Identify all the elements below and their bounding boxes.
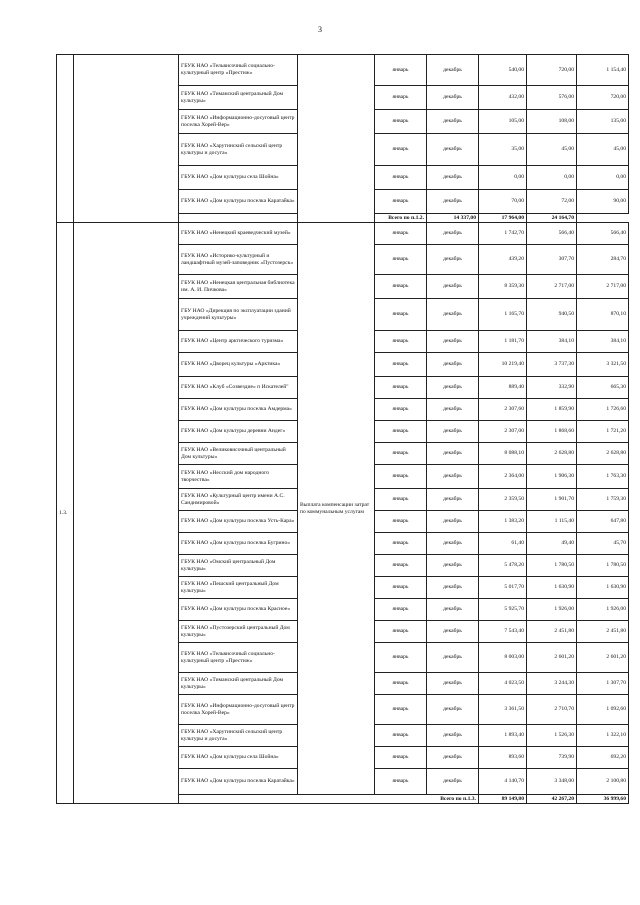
start-month-cell: январь xyxy=(375,643,427,673)
section-index: 1.3. xyxy=(57,223,74,804)
organization-cell: ГБУК НАО «Центр арктического туризма» xyxy=(179,331,298,353)
organization-cell: ГБУК НАО «Культурный центр имени А.С. Сандимировой» xyxy=(179,489,298,511)
organization-cell: ГБУК НАО «Информационно-досуговый центр поселка Хорей-Вер» xyxy=(179,695,298,725)
value-cell-2: 2 628,80 xyxy=(527,443,577,465)
value-cell-3: 2 717,00 xyxy=(577,275,629,299)
value-cell-2: 576,00 xyxy=(527,86,577,110)
value-cell-2: 1 115,40 xyxy=(527,511,577,533)
total-value-1: 14 337,00 xyxy=(427,214,479,223)
end-month-cell: декабрь xyxy=(427,555,479,577)
organization-cell: ГБУ НАО «Дирекция по эксплуатации зданий учреждений культуры» xyxy=(179,299,298,331)
value-cell-2: 2 710,70 xyxy=(527,695,577,725)
value-cell-2: 1 526,30 xyxy=(527,725,577,747)
organization-cell: ГБУК НАО «Информационно-досуговый центр поселка Хорей-Вер» xyxy=(179,110,298,134)
blank-cell xyxy=(74,55,179,223)
total-value-3: 24 164,70 xyxy=(527,214,577,223)
end-month-cell: декабрь xyxy=(427,134,479,166)
value-cell-1: 1 165,70 xyxy=(479,299,527,331)
end-month-cell: декабрь xyxy=(427,695,479,725)
index-cell xyxy=(57,55,74,223)
organization-cell: ГБУК НАО «Ненецкий краеведческий музей» xyxy=(179,223,298,245)
end-month-cell: декабрь xyxy=(427,275,479,299)
value-cell-3: 0,00 xyxy=(577,166,629,190)
blank-cell xyxy=(74,223,179,804)
end-month-cell: декабрь xyxy=(427,577,479,599)
start-month-cell: январь xyxy=(375,299,427,331)
end-month-cell: декабрь xyxy=(427,599,479,621)
start-month-cell: январь xyxy=(375,769,427,795)
start-month-cell: январь xyxy=(375,673,427,695)
value-cell-2: 384,10 xyxy=(527,331,577,353)
budget-table xyxy=(56,54,629,804)
start-month-cell: январь xyxy=(375,489,427,511)
value-cell-2: 45,00 xyxy=(527,134,577,166)
start-month-cell: январь xyxy=(375,110,427,134)
end-month-cell: декабрь xyxy=(427,353,479,377)
end-month-cell: декабрь xyxy=(427,223,479,245)
end-month-cell: декабрь xyxy=(427,399,479,421)
value-cell-2: 2 451,80 xyxy=(527,621,577,643)
value-cell-2: 1 868,60 xyxy=(527,421,577,443)
value-cell-1: 5 478,20 xyxy=(479,555,527,577)
value-cell-1: 439,20 xyxy=(479,245,527,275)
value-cell-2: 1 901,70 xyxy=(527,489,577,511)
value-cell-2: 108,00 xyxy=(527,110,577,134)
value-cell-2: 1 906,30 xyxy=(527,465,577,489)
end-month-cell: декабрь xyxy=(427,621,479,643)
value-cell-1: 5 017,70 xyxy=(479,577,527,599)
value-cell-2: 566,40 xyxy=(527,223,577,245)
value-cell-1: 0,00 xyxy=(479,166,527,190)
value-cell-2: 1 780,50 xyxy=(527,555,577,577)
value-cell-3: 692,20 xyxy=(577,747,629,769)
value-cell-1: 7 543,40 xyxy=(479,621,527,643)
end-month-cell: декабрь xyxy=(427,673,479,695)
end-month-cell: декабрь xyxy=(427,55,479,86)
value-cell-3: 1 926,00 xyxy=(577,599,629,621)
value-cell-1: 2 307,60 xyxy=(479,399,527,421)
organization-cell: ГБУК НАО «Дом культуры поселка Каратайка» xyxy=(179,190,298,214)
value-cell-3: 1 322,10 xyxy=(577,725,629,747)
value-cell-2: 3 737,30 xyxy=(527,353,577,377)
value-cell-1: 1 383,20 xyxy=(479,511,527,533)
start-month-cell: январь xyxy=(375,134,427,166)
value-cell-1: 889,40 xyxy=(479,377,527,399)
total-value-2: 42 267,20 xyxy=(527,795,577,804)
start-month-cell: январь xyxy=(375,55,427,86)
organization-cell: ГБУК НАО «Дом культуры поселка Амдерма» xyxy=(179,399,298,421)
value-cell-3: 870,10 xyxy=(577,299,629,331)
value-cell-1: 1 742,70 xyxy=(479,223,527,245)
organization-cell: ГБУК НАО «Дом культуры села Шойна» xyxy=(179,747,298,769)
value-cell-1: 105,00 xyxy=(479,110,527,134)
end-month-cell: декабрь xyxy=(427,533,479,555)
organization-cell: ГБУК НАО «Тиманский центральный Дом культуры» xyxy=(179,673,298,695)
value-cell-3: 1 763,30 xyxy=(577,465,629,489)
value-cell-2: 2 601,20 xyxy=(527,643,577,673)
value-cell-3: 1 630,90 xyxy=(577,577,629,599)
total-label: Всего по п.1.2. xyxy=(179,214,427,223)
value-cell-2: 3 348,00 xyxy=(527,769,577,795)
end-month-cell: декабрь xyxy=(427,245,479,275)
end-month-cell: декабрь xyxy=(427,190,479,214)
organization-cell: ГБУК НАО «Дворец культуры «Арктика» xyxy=(179,353,298,377)
start-month-cell: январь xyxy=(375,533,427,555)
start-month-cell: январь xyxy=(375,599,427,621)
value-cell-1: 61,40 xyxy=(479,533,527,555)
start-month-cell: январь xyxy=(375,443,427,465)
value-cell-1: 2 359,50 xyxy=(479,489,527,511)
value-cell-1: 1 893,40 xyxy=(479,725,527,747)
value-cell-1: 4 023,50 xyxy=(479,673,527,695)
end-month-cell: декабрь xyxy=(427,377,479,399)
table-row xyxy=(57,223,629,245)
start-month-cell: январь xyxy=(375,245,427,275)
start-month-cell: январь xyxy=(375,166,427,190)
value-cell-2: 1 926,00 xyxy=(527,599,577,621)
start-month-cell: январь xyxy=(375,421,427,443)
value-cell-2: 332,90 xyxy=(527,377,577,399)
value-cell-1: 432,00 xyxy=(479,86,527,110)
basis-cell xyxy=(298,55,375,223)
value-cell-3: 2 601,20 xyxy=(577,643,629,673)
organization-cell: ГБУК НАО «Дом культуры поселка Бугрино» xyxy=(179,533,298,555)
value-cell-2: 307,70 xyxy=(527,245,577,275)
organization-cell: ГБУК НАО «Дом культуры села Шойна» xyxy=(179,166,298,190)
basis-cell: Выплата компенсации затрат по коммунальным услугам xyxy=(298,223,375,795)
value-cell-3: 1 721,20 xyxy=(577,421,629,443)
start-month-cell: январь xyxy=(375,86,427,110)
value-cell-3: 2 100,80 xyxy=(577,769,629,795)
start-month-cell: январь xyxy=(375,747,427,769)
value-cell-2: 1 859,90 xyxy=(527,399,577,421)
end-month-cell: декабрь xyxy=(427,465,479,489)
total-label: Всего по п.1.3. xyxy=(179,795,479,804)
start-month-cell: январь xyxy=(375,465,427,489)
organization-cell: ГБУК НАО «Пустозерский центральный Дом культуры» xyxy=(179,621,298,643)
organization-cell: ГБУК НАО «Несский дом народного творчества» xyxy=(179,465,298,489)
value-cell-3: 1 726,60 xyxy=(577,399,629,421)
start-month-cell: январь xyxy=(375,725,427,747)
value-cell-3: 45,00 xyxy=(577,134,629,166)
start-month-cell: январь xyxy=(375,223,427,245)
start-month-cell: январь xyxy=(375,353,427,377)
start-month-cell: январь xyxy=(375,555,427,577)
value-cell-3: 3 321,50 xyxy=(577,353,629,377)
value-cell-1: 8 003,00 xyxy=(479,643,527,673)
value-cell-2: 720,00 xyxy=(527,55,577,86)
value-cell-3: 1 154,40 xyxy=(577,55,629,86)
value-cell-3: 1 780,50 xyxy=(577,555,629,577)
value-cell-1: 2 364,00 xyxy=(479,465,527,489)
value-cell-2: 3 244,30 xyxy=(527,673,577,695)
value-cell-3: 665,30 xyxy=(577,377,629,399)
organization-cell: ГБУК НАО «Дом культуры поселка Усть-Кара» xyxy=(179,511,298,533)
value-cell-3: 566,40 xyxy=(577,223,629,245)
start-month-cell: январь xyxy=(375,377,427,399)
organization-cell: ГБУК НАО «Харутинский сельский центр культуры и досуга» xyxy=(179,725,298,747)
organization-cell: ГБУК НАО «Тельвисочный социально-культурный центр «Престиж» xyxy=(179,643,298,673)
organization-cell: ГБУК НАО «Пешский центральный Дом культуры» xyxy=(179,577,298,599)
end-month-cell: декабрь xyxy=(427,331,479,353)
start-month-cell: январь xyxy=(375,190,427,214)
organization-cell: ГБУК НАО «Омский центральный Дом культуры» xyxy=(179,555,298,577)
end-month-cell: декабрь xyxy=(427,643,479,673)
value-cell-1: 70,00 xyxy=(479,190,527,214)
value-cell-3: 135,00 xyxy=(577,110,629,134)
value-cell-1: 2 307,00 xyxy=(479,421,527,443)
value-cell-1: 1 181,70 xyxy=(479,331,527,353)
end-month-cell: декабрь xyxy=(427,511,479,533)
value-cell-3: 1 092,60 xyxy=(577,695,629,725)
value-cell-3: 1 759,30 xyxy=(577,489,629,511)
value-cell-1: 10 219,40 xyxy=(479,353,527,377)
end-month-cell: декабрь xyxy=(427,769,479,795)
value-cell-2: 0,00 xyxy=(527,166,577,190)
value-cell-3: 384,10 xyxy=(577,331,629,353)
organization-cell: ГБУК НАО «Ненецкая центральная библиотека им. А. И. Пичкова» xyxy=(179,275,298,299)
start-month-cell: январь xyxy=(375,621,427,643)
value-cell-1: 8 359,30 xyxy=(479,275,527,299)
value-cell-3: 1 307,70 xyxy=(577,673,629,695)
start-month-cell: январь xyxy=(375,275,427,299)
start-month-cell: январь xyxy=(375,511,427,533)
value-cell-1: 893,60 xyxy=(479,747,527,769)
value-cell-2: 940,50 xyxy=(527,299,577,331)
value-cell-2: 49,40 xyxy=(527,533,577,555)
value-cell-1: 3 361,50 xyxy=(479,695,527,725)
organization-cell: ГБУК НАО «Клуб «Созвездие» п Искателей" xyxy=(179,377,298,399)
start-month-cell: январь xyxy=(375,331,427,353)
organization-cell: ГБУК НАО «Тельвисочный социально-культурный центр «Престиж» xyxy=(179,55,298,86)
value-cell-1: 35,00 xyxy=(479,134,527,166)
end-month-cell: декабрь xyxy=(427,747,479,769)
total-value-1: 89 149,80 xyxy=(479,795,527,804)
value-cell-1: 5 925,70 xyxy=(479,599,527,621)
value-cell-2: 739,90 xyxy=(527,747,577,769)
value-cell-2: 72,00 xyxy=(527,190,577,214)
end-month-cell: декабрь xyxy=(427,299,479,331)
organization-cell: ГБУК НАО «Харутинский сельский центр культуры и досуга» xyxy=(179,134,298,166)
value-cell-1: 4 140,70 xyxy=(479,769,527,795)
organization-cell: ГБУК НАО «Дом культуры деревни Андег» xyxy=(179,421,298,443)
value-cell-3: 90,00 xyxy=(577,190,629,214)
value-cell-3: 647,80 xyxy=(577,511,629,533)
organization-cell: ГБУК НАО «Великовисочный центральный Дом культуры» xyxy=(179,443,298,465)
end-month-cell: декабрь xyxy=(427,443,479,465)
value-cell-3: 2 451,80 xyxy=(577,621,629,643)
start-month-cell: январь xyxy=(375,695,427,725)
total-value-3: 36 999,60 xyxy=(577,795,629,804)
end-month-cell: декабрь xyxy=(427,725,479,747)
table-row xyxy=(57,55,629,86)
end-month-cell: декабрь xyxy=(427,86,479,110)
value-cell-2: 2 717,00 xyxy=(527,275,577,299)
start-month-cell: январь xyxy=(375,577,427,599)
end-month-cell: декабрь xyxy=(427,489,479,511)
value-cell-2: 1 630,90 xyxy=(527,577,577,599)
end-month-cell: декабрь xyxy=(427,421,479,443)
organization-cell: ГБУК НАО «Тиманский центральный Дом культуры» xyxy=(179,86,298,110)
page-number: 3 xyxy=(318,25,322,34)
value-cell-3: 284,70 xyxy=(577,245,629,275)
organization-cell: ГБУК НАО «Дом культуры поселка Каратайка» xyxy=(179,769,298,795)
total-value-2: 17 964,00 xyxy=(479,214,527,223)
value-cell-1: 8 088,10 xyxy=(479,443,527,465)
value-cell-3: 2 628,80 xyxy=(577,443,629,465)
start-month-cell: январь xyxy=(375,399,427,421)
end-month-cell: декабрь xyxy=(427,166,479,190)
end-month-cell: декабрь xyxy=(427,110,479,134)
value-cell-3: 45,70 xyxy=(577,533,629,555)
value-cell-1: 540,00 xyxy=(479,55,527,86)
table-body xyxy=(57,55,629,804)
organization-cell: ГБУК НАО «Дом культуры поселка Красное» xyxy=(179,599,298,621)
value-cell-3: 720,00 xyxy=(577,86,629,110)
organization-cell: ГБУК НАО «Историко-культурный и ландшафтный музей-заповедник «Пустозерск» xyxy=(179,245,298,275)
